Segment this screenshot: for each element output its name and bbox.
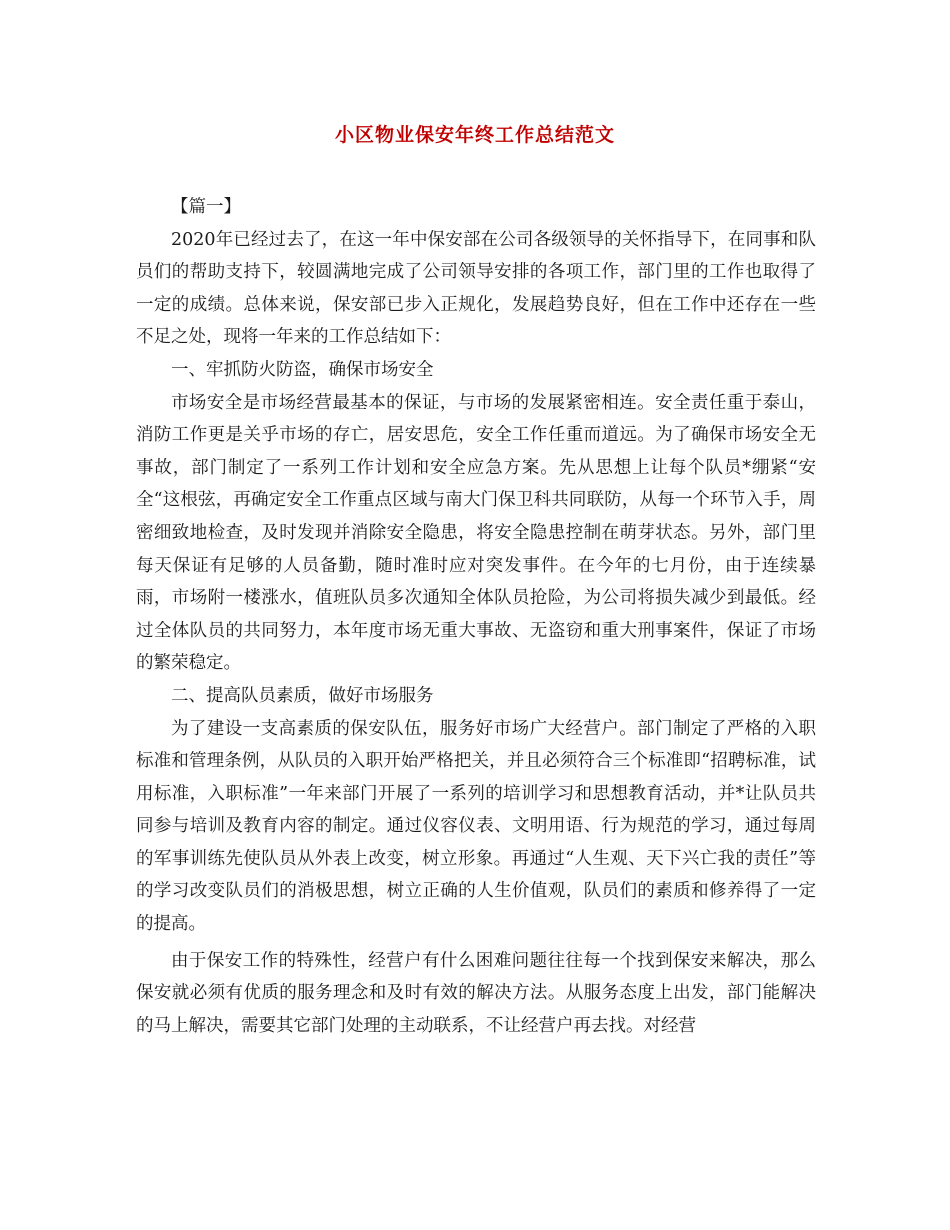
paragraph-service: 由于保安工作的特殊性，经营户有什么困难问题往往每一个找到保安来解决，那么保安就必须有优质的服务理念和及时有效的解决方法。从服务态度上出发，部门能解决的马上解决，需要其它部门处理的主动联系，不让经营户再去找。对经营 — [136, 950, 816, 1036]
section-heading-fire-safety: 一、牢抓防火防盗，确保市场安全 — [171, 359, 434, 380]
paragraph-intro: 2020年已经过去了，在这一年中保安部在公司各级领导的关怀指导下，在同事和队员们的帮助支持下，较圆满地完成了公司领导安排的各项工作，部门里的工作也取得了一定的成绩。总体来说，保安部已步入正规化，发展趋势良好，但在工作中还存在一些不足之处，现将一年来的工作总结如下： — [136, 229, 816, 348]
paragraph-team-training: 为了建设一支高素质的保安队伍，服务好市场广大经营户。部门制定了严格的入职标准和管理条例，从队员的入职开始严格把关，并且必须符合三个标准即“招聘标准，试用标准，入职标准”一年来部门开展了一系列的培训学习和思想教育活动，并*让队员共同参与培训及教育内容的制定。通过仪容仪表、文明用语、行为规范的学习，通过每周的军事训练先使队员从外表上改变，树立形象。再通过“人生观、天下兴亡我的责任”等的学习改变队员们的消极思想，树立正确的人生价值观，队员们的素质和修养得了一定的提高。 — [136, 718, 816, 935]
document-title: 小区物业保安年终工作总结范文 — [334, 124, 615, 146]
section-heading-part-one: 【篇一】 — [171, 197, 241, 217]
paragraph-market-safety: 市场安全是市场经营最基本的保证，与市场的发展紧密相连。安全责任重于泰山，消防工作更是关乎市场的存亡，居安思危，安全工作任重而道远。为了确保市场安全无事故，部门制定了一系列工作计划和安全应急方案。先从思想上让每个队员*绷紧“安全“这根弦，再确定安全工作重点区域与南大门保卫科共同联防，从每一个环节入手，周密细致地检查，及时发现并消除安全隐患，将安全隐患控制在萌芽状态。另外，部门里每天保证有足够的人员备勤，随时准时应对突发事件。在今年的七月份，由于连续暴雨，市场附一楼涨水，值班队员多次通知全体队员抢险，为公司将损失减少到最低。经过全体队员的共同努力，本年度市场无重大事故、无盗窃和重大刑事案件，保证了市场的繁荣稳定。 — [136, 392, 816, 674]
document-body — [136, 191, 816, 1042]
section-heading-team-quality: 二、提高队员素质，做好市场服务 — [171, 685, 434, 706]
